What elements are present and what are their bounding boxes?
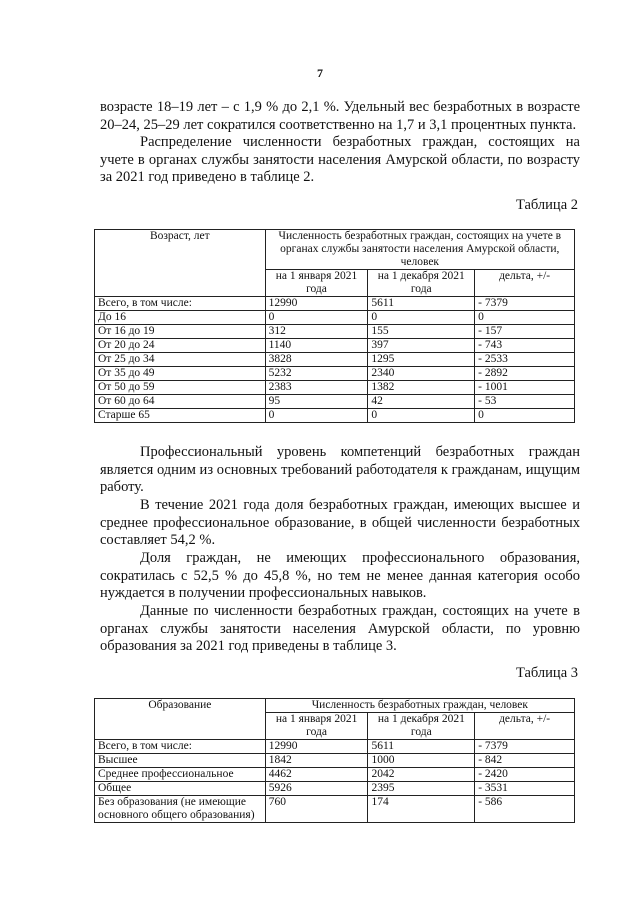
cell-dec: 5611 — [368, 740, 475, 754]
row-label: От 20 до 24 — [95, 339, 266, 353]
cell-dec: 1382 — [368, 381, 475, 395]
header-group: Численность безработных граждан, человек — [265, 699, 574, 713]
table-row — [95, 796, 575, 823]
row-label: Общее — [95, 782, 266, 796]
table-row — [95, 768, 575, 782]
cell-jan: 2383 — [265, 381, 368, 395]
cell-jan: 3828 — [265, 353, 368, 367]
table-2-body — [95, 297, 575, 423]
table-row — [95, 297, 575, 311]
table-row — [95, 395, 575, 409]
cell-delta: - 2892 — [475, 367, 575, 381]
header-group: Численность безработных граждан, состоящих на учете в органах службы занятости населения Амурской области, человек — [265, 230, 574, 270]
cell-jan: 95 — [265, 395, 368, 409]
cell-jan: 0 — [265, 311, 368, 325]
row-label: От 16 до 19 — [95, 325, 266, 339]
paragraph-4: В течение 2021 года доля безработных граждан, имеющих высшее и среднее профессиональное образование, в общей численности безработных составляет 54,2 %. — [100, 497, 580, 548]
row-label: Без образования (не имеющие основного общего образования) — [95, 796, 266, 823]
education-table — [94, 698, 575, 823]
row-label: Всего, в том числе: — [95, 740, 266, 754]
age-table — [94, 229, 575, 423]
cell-dec: 1295 — [368, 353, 475, 367]
cell-jan: 1842 — [265, 754, 368, 768]
table-row — [95, 782, 575, 796]
cell-dec: 5611 — [368, 297, 475, 311]
cell-delta: - 7379 — [475, 297, 575, 311]
cell-delta: 0 — [475, 409, 575, 423]
row-label: Высшее — [95, 754, 266, 768]
cell-dec: 1000 — [368, 754, 475, 768]
cell-delta: - 586 — [475, 796, 575, 823]
header-age: Возраст, лет — [95, 230, 266, 297]
cell-jan: 312 — [265, 325, 368, 339]
cell-jan: 760 — [265, 796, 368, 823]
cell-delta: - 743 — [475, 339, 575, 353]
cell-dec: 397 — [368, 339, 475, 353]
table-3-caption: Таблица 3 — [515, 665, 578, 681]
cell-delta: - 3531 — [475, 782, 575, 796]
cell-jan: 4462 — [265, 768, 368, 782]
table-2-caption: Таблица 2 — [515, 197, 578, 213]
cell-jan: 0 — [265, 409, 368, 423]
header-dec: на 1 декабря 2021 года — [368, 270, 475, 297]
cell-jan: 1140 — [265, 339, 368, 353]
header-dec: на 1 декабря 2021 года — [368, 713, 475, 740]
cell-jan: 5926 — [265, 782, 368, 796]
cell-delta: - 2533 — [475, 353, 575, 367]
table-row — [95, 311, 575, 325]
cell-dec: 2395 — [368, 782, 475, 796]
page-number: 7 — [317, 66, 323, 80]
table-row — [95, 754, 575, 768]
table-row — [95, 353, 575, 367]
row-label: От 50 до 59 — [95, 381, 266, 395]
cell-dec: 2042 — [368, 768, 475, 782]
table-3-body — [95, 740, 575, 823]
paragraph-2: Распределение численности безработных граждан, состоящих на учете в органах службы занятости населения Амурской области, по возрасту за 2021 год приведено в таблице 2. — [100, 134, 580, 185]
header-delta: дельта, +/- — [475, 270, 575, 297]
table-row — [95, 740, 575, 754]
table-row — [95, 381, 575, 395]
table-row — [95, 409, 575, 423]
cell-dec: 42 — [368, 395, 475, 409]
paragraph-3: Профессиональный уровень компетенций безработных граждан является одним из основных требований работодателя к гражданам, ищущим работу. — [100, 444, 580, 495]
cell-delta: - 7379 — [475, 740, 575, 754]
cell-dec: 174 — [368, 796, 475, 823]
paragraph-1: возрасте 18–19 лет – с 1,9 % до 2,1 %. Удельный вес безработных в возрасте 20–24, 25–29 лет сократился соответственно на 1,7 и 3,1 процентных пункта. — [100, 99, 580, 133]
row-label: Старше 65 — [95, 409, 266, 423]
cell-jan: 5232 — [265, 367, 368, 381]
row-label: От 60 до 64 — [95, 395, 266, 409]
cell-delta: - 1001 — [475, 381, 575, 395]
cell-dec: 0 — [368, 409, 475, 423]
cell-dec: 0 — [368, 311, 475, 325]
cell-jan: 12990 — [265, 740, 368, 754]
cell-dec: 2340 — [368, 367, 475, 381]
row-label: От 35 до 49 — [95, 367, 266, 381]
row-label: Среднее профессиональное — [95, 768, 266, 782]
cell-jan: 12990 — [265, 297, 368, 311]
table-row — [95, 367, 575, 381]
cell-dec: 155 — [368, 325, 475, 339]
cell-delta: - 2420 — [475, 768, 575, 782]
row-label: Всего, в том числе: — [95, 297, 266, 311]
paragraph-6: Данные по численности безработных граждан, состоящих на учете в органах службы занятости населения Амурской области, по уровню образования за 2021 год приведены в таблице 3. — [100, 603, 580, 654]
cell-delta: - 842 — [475, 754, 575, 768]
header-delta: дельта, +/- — [475, 713, 575, 740]
header-education: Образование — [95, 699, 266, 740]
header-jan: на 1 января 2021 года — [265, 713, 368, 740]
cell-delta: 0 — [475, 311, 575, 325]
row-label: До 16 — [95, 311, 266, 325]
table-row — [95, 325, 575, 339]
cell-delta: - 53 — [475, 395, 575, 409]
header-jan: на 1 января 2021 года — [265, 270, 368, 297]
paragraph-5: Доля граждан, не имеющих профессионального образования, сократилась с 52,5 % до 45,8 %, но тем не менее данная категория особо нуждается в получении профессиональных навыков. — [100, 550, 580, 601]
table-row — [95, 339, 575, 353]
cell-delta: - 157 — [475, 325, 575, 339]
row-label: От 25 до 34 — [95, 353, 266, 367]
